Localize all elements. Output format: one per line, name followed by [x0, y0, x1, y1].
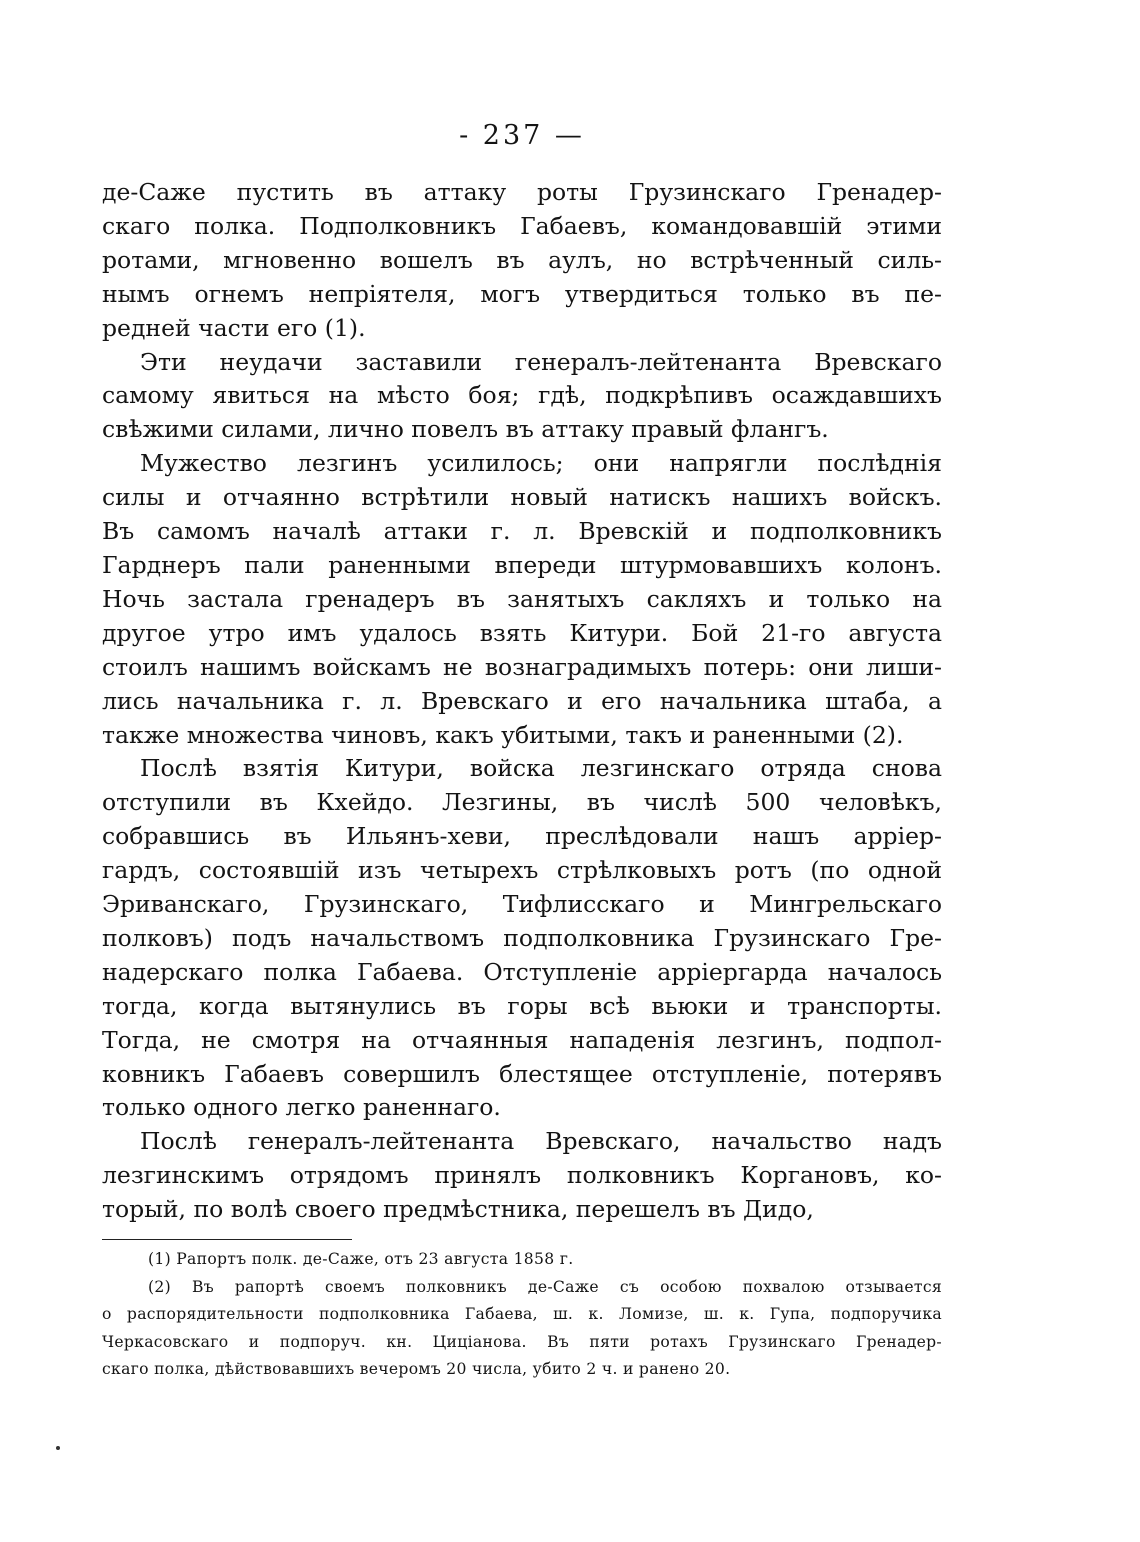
text-line: самому явиться на мѣсто боя; гдѣ, подкрѣпивъ осаждавшихъ: [102, 381, 942, 410]
text-line: только одного легко раненнаго.: [102, 1093, 501, 1122]
footnote-line: скаго полка, дѣйствовавшихъ вечеромъ 20 числа, убито 2 ч. и ранено 20.: [102, 1360, 731, 1379]
paragraph: [102, 176, 942, 346]
footnotes: [102, 1246, 942, 1384]
footnote-separator: [102, 1239, 352, 1240]
text-line: лись начальника г. л. Вревскаго и его начальника штаба, а: [102, 686, 942, 715]
text-line: гардъ, состоявшій изъ четырехъ стрѣлковыхъ ротъ (по одной: [102, 856, 942, 885]
text-line: скаго полка. Подполковникъ Габаевъ, командовавшій этими: [102, 211, 942, 240]
text-line: де-Саже пустить въ аттаку роты Грузинскаго Гренадер-: [102, 178, 942, 206]
paragraph: [102, 447, 942, 752]
text-line: лезгинскимъ отрядомъ принялъ полковникъ Коргановъ, ко-: [102, 1161, 942, 1190]
footnote-line: (1) Рапортъ полк. де-Саже, отъ 23 августа 1858 г.: [148, 1250, 574, 1269]
footnote-line: Черкасовскаго и подпоруч. кн. Цицiанова. Въ пяти ротахъ Грузинскаго Гренадер-: [102, 1332, 942, 1351]
text-line: Послѣ генералъ-лейтенанта Вревскаго, начальство надъ: [140, 1127, 942, 1156]
text-line: Мужество лезгинъ усилилось; они напрягли послѣднія: [140, 449, 942, 478]
text-line: стоилъ нашимъ войскамъ не вознаградимыхъ потерь: они лиши-: [102, 652, 942, 681]
paragraph: [102, 752, 942, 1125]
footnote: [102, 1274, 942, 1384]
text-line: Въ самомъ началѣ аттаки г. л. Вревскій и подполковникъ: [102, 517, 942, 546]
text-line: отступили въ Кхейдо. Лезгины, въ числѣ 500 человѣкъ,: [102, 788, 942, 817]
paragraph: [102, 1125, 942, 1227]
text-line: Ночь застала гренадеръ въ занятыхъ сакляхъ и только на: [102, 584, 942, 613]
page-number: - 237 —: [459, 120, 585, 151]
footnote-line: (2) Въ рапортѣ своемъ полковникъ де-Саже съ особою похвалою отзывается: [148, 1277, 942, 1296]
text-line: Эриванскаго, Грузинскаго, Тифлисскаго и Мингрельскаго: [102, 890, 942, 919]
text-line: Гарднеръ пали раненными впереди штурмовавшихъ колонъ.: [102, 550, 942, 579]
text-line: надерскаго полка Габаева. Отступленіе арріергарда началось: [102, 957, 942, 986]
paragraph: [102, 346, 942, 448]
text-line: ковникъ Габаевъ совершилъ блестящее отступленіе, потерявъ: [102, 1059, 942, 1088]
body-text: [102, 176, 942, 1227]
footnote-line: о распорядительности подполковника Габаева, ш. к. Ломизе, ш. к. Гупа, подпоручика: [102, 1305, 942, 1324]
text-line: Эти неудачи заставили генералъ-лейтенанта Вревскаго: [140, 347, 942, 376]
text-line: полковъ) подъ начальствомъ подполковника Грузинскаго Гре-: [102, 923, 942, 952]
text-line: ротами, мгновенно вошелъ въ аулъ, но встрѣченный силь-: [102, 245, 942, 274]
text-line: также множества чиновъ, какъ убитыми, такъ и раненными (2).: [102, 720, 904, 749]
text-line: свѣжими силами, лично повелъ въ аттаку правый флангъ.: [102, 415, 829, 444]
text-line: нымъ огнемъ непріятеля, могъ утвердиться только въ пе-: [102, 279, 942, 308]
text-line: силы и отчаянно встрѣтили новый натискъ нашихъ войскъ.: [102, 483, 942, 512]
text-line: Тогда, не смотря на отчаянныя нападенія лезгинъ, подпол-: [102, 1025, 942, 1054]
text-line: Послѣ взятія Китури, войска лезгинскаго отряда снова: [140, 754, 942, 783]
text-line: другое утро имъ удалось взять Китури. Бой 21-го августа: [102, 618, 942, 647]
text-line: тогда, когда вытянулись въ горы всѣ вьюки и транспорты.: [102, 991, 942, 1020]
scan-speck: [56, 1446, 60, 1450]
book-page: [102, 118, 942, 1384]
text-line: торый, по волѣ своего предмѣстника, перешелъ въ Дидо,: [102, 1195, 814, 1224]
footnote: [102, 1246, 942, 1274]
text-line: редней части его (1).: [102, 313, 366, 342]
text-line: собравшись въ Ильянъ-хеви, преслѣдовали нашъ арріер-: [102, 822, 942, 851]
